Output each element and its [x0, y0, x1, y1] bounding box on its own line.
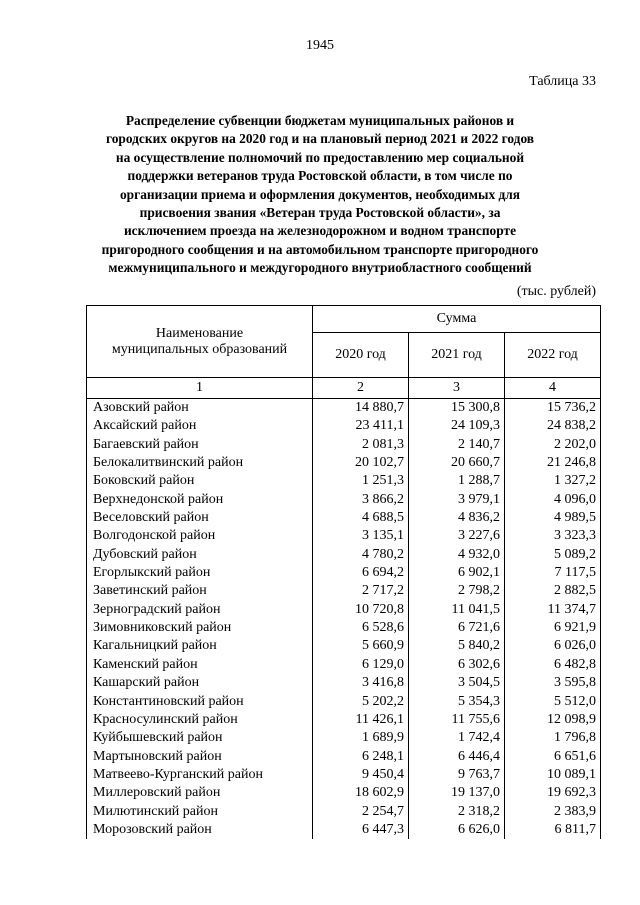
- municipality-name: Куйбышевский район: [87, 729, 313, 747]
- municipality-name: Егорлыкский район: [87, 564, 313, 582]
- table-row: [87, 693, 601, 711]
- municipality-name: Боковский район: [87, 472, 313, 490]
- municipality-name: Каменский район: [87, 656, 313, 674]
- amount-cell: 5 660,9: [313, 637, 409, 655]
- column-number: 3: [409, 378, 505, 399]
- table-row: [87, 674, 601, 692]
- table-row: [87, 582, 601, 600]
- amount-cell: 2 383,9: [505, 803, 601, 821]
- municipality-name: Морозовский район: [87, 821, 313, 839]
- header-year: 2022 год: [505, 333, 601, 378]
- amount-cell: 6 528,6: [313, 619, 409, 637]
- table-row: [87, 656, 601, 674]
- table-body: [87, 399, 601, 840]
- amount-cell: 6 811,7: [505, 821, 601, 839]
- amount-cell: 6 129,0: [313, 656, 409, 674]
- table-row: [87, 399, 601, 418]
- municipality-name: Багаевский район: [87, 436, 313, 454]
- amount-cell: 19 692,3: [505, 784, 601, 802]
- municipality-name: Милютинский район: [87, 803, 313, 821]
- municipality-name: Дубовский район: [87, 546, 313, 564]
- amount-cell: 6 921,9: [505, 619, 601, 637]
- amount-cell: 1 796,8: [505, 729, 601, 747]
- amount-cell: 6 026,0: [505, 637, 601, 655]
- amount-cell: 9 450,4: [313, 766, 409, 784]
- title-line: городских округов на 2020 год и на плановый период 2021 и 2022 годов: [105, 131, 535, 147]
- amount-cell: 2 318,2: [409, 803, 505, 821]
- header-year: 2020 год: [313, 333, 409, 378]
- amount-cell: 3 866,2: [313, 491, 409, 509]
- municipality-name: Веселовский район: [87, 509, 313, 527]
- amount-cell: 5 512,0: [505, 693, 601, 711]
- title-line: межмуниципального и междугородного внутриобластного сообщений: [108, 260, 532, 276]
- amount-cell: 6 447,3: [313, 821, 409, 839]
- amount-cell: 14 880,7: [313, 399, 409, 418]
- table-row: [87, 509, 601, 527]
- municipality-name: Верхнедонской район: [87, 491, 313, 509]
- amount-cell: 6 651,6: [505, 748, 601, 766]
- title-line: организации приема и оформления документов, необходимых для: [119, 186, 521, 202]
- amount-cell: 4 836,2: [409, 509, 505, 527]
- amount-cell: 10 720,8: [313, 601, 409, 619]
- amount-cell: 6 248,1: [313, 748, 409, 766]
- title-line: Распределение субвенции бюджетам муниципальных районов и: [125, 113, 515, 128]
- amount-cell: 4 096,0: [505, 491, 601, 509]
- amount-cell: 15 300,8: [409, 399, 505, 418]
- table-row: [87, 619, 601, 637]
- title-line: исключением проезда на железнодорожном и водном транспорте: [123, 223, 517, 239]
- amount-cell: 20 660,7: [409, 454, 505, 472]
- table-row: [87, 436, 601, 454]
- table-row: [87, 784, 601, 802]
- amount-cell: 4 932,0: [409, 546, 505, 564]
- amount-cell: 1 251,3: [313, 472, 409, 490]
- title-line: на осуществление полномочий по предоставлению мер социальной: [115, 149, 525, 165]
- amount-cell: 5 202,2: [313, 693, 409, 711]
- amount-cell: 24 109,3: [409, 417, 505, 435]
- municipality-name: Зерноградский район: [87, 601, 313, 619]
- amount-cell: 4 780,2: [313, 546, 409, 564]
- amount-cell: 1 742,4: [409, 729, 505, 747]
- table-row: [87, 766, 601, 784]
- amount-cell: 6 482,8: [505, 656, 601, 674]
- municipality-name: Волгодонской район: [87, 527, 313, 545]
- table-row: [87, 803, 601, 821]
- page-number: 1945: [306, 38, 334, 53]
- municipality-name: Белокалитвинский район: [87, 454, 313, 472]
- amount-cell: 6 721,6: [409, 619, 505, 637]
- municipality-name: Азовский район: [87, 399, 313, 418]
- subvention-table: [86, 305, 601, 839]
- header-sum: Сумма: [313, 306, 601, 333]
- amount-cell: 11 755,6: [409, 711, 505, 729]
- municipality-name: Константиновский район: [87, 693, 313, 711]
- amount-cell: 6 302,6: [409, 656, 505, 674]
- municipality-name: Красносулинский район: [87, 711, 313, 729]
- amount-cell: 11 041,5: [409, 601, 505, 619]
- amount-cell: 21 246,8: [505, 454, 601, 472]
- municipality-name: Зимовниковский район: [87, 619, 313, 637]
- table-row: [87, 472, 601, 490]
- title-line: присвоения звания «Ветеран труда Ростовской области», за: [139, 205, 501, 221]
- amount-cell: 18 602,9: [313, 784, 409, 802]
- municipality-name: Кашарский район: [87, 674, 313, 692]
- amount-cell: 23 411,1: [313, 417, 409, 435]
- table-row: [87, 491, 601, 509]
- amount-cell: 3 979,1: [409, 491, 505, 509]
- amount-cell: 6 446,4: [409, 748, 505, 766]
- title-line: пригородного сообщения и на автомобильном транспорте пригородного: [101, 241, 539, 257]
- units-label: (тыс. рублей): [516, 284, 596, 299]
- municipality-name: Аксайский район: [87, 417, 313, 435]
- amount-cell: 20 102,7: [313, 454, 409, 472]
- amount-cell: 24 838,2: [505, 417, 601, 435]
- amount-cell: 9 763,7: [409, 766, 505, 784]
- amount-cell: 2 882,5: [505, 582, 601, 600]
- municipality-name: Миллеровский район: [87, 784, 313, 802]
- amount-cell: 3 595,8: [505, 674, 601, 692]
- table-row: [87, 601, 601, 619]
- header-year: 2021 год: [409, 333, 505, 378]
- column-number: 2: [313, 378, 409, 399]
- amount-cell: 2 202,0: [505, 436, 601, 454]
- document-title: [90, 112, 550, 278]
- amount-cell: 7 117,5: [505, 564, 601, 582]
- amount-cell: 5 089,2: [505, 546, 601, 564]
- amount-cell: 5 840,2: [409, 637, 505, 655]
- table-label: Таблица 33: [529, 74, 596, 89]
- amount-cell: 2 140,7: [409, 436, 505, 454]
- amount-cell: 12 098,9: [505, 711, 601, 729]
- header-name-line: Наименование: [155, 325, 244, 341]
- table-row: [87, 417, 601, 435]
- amount-cell: 1 288,7: [409, 472, 505, 490]
- table-row: [87, 637, 601, 655]
- amount-cell: 10 089,1: [505, 766, 601, 784]
- table-row: [87, 729, 601, 747]
- amount-cell: 3 416,8: [313, 674, 409, 692]
- amount-cell: 3 135,1: [313, 527, 409, 545]
- header-name: [87, 306, 313, 378]
- column-number: 4: [505, 378, 601, 399]
- amount-cell: 1 689,9: [313, 729, 409, 747]
- table-row: [87, 821, 601, 839]
- title-line: поддержки ветеранов труда Ростовской области, в том числе по: [127, 168, 513, 184]
- amount-cell: 2 254,7: [313, 803, 409, 821]
- table-row: [87, 748, 601, 766]
- amount-cell: 6 694,2: [313, 564, 409, 582]
- amount-cell: 11 426,1: [313, 711, 409, 729]
- amount-cell: 2 717,2: [313, 582, 409, 600]
- table-row: [87, 527, 601, 545]
- municipality-name: Мартыновский район: [87, 748, 313, 766]
- municipality-name: Кагальницкий район: [87, 637, 313, 655]
- amount-cell: 2 081,3: [313, 436, 409, 454]
- municipality-name: Заветинский район: [87, 582, 313, 600]
- amount-cell: 4 989,5: [505, 509, 601, 527]
- table-row: [87, 546, 601, 564]
- amount-cell: 6 626,0: [409, 821, 505, 839]
- amount-cell: 11 374,7: [505, 601, 601, 619]
- amount-cell: 19 137,0: [409, 784, 505, 802]
- amount-cell: 3 504,5: [409, 674, 505, 692]
- table-row: [87, 711, 601, 729]
- amount-cell: 15 736,2: [505, 399, 601, 418]
- amount-cell: 1 327,2: [505, 472, 601, 490]
- table-row: [87, 564, 601, 582]
- header-name-line: муниципальных образований: [111, 341, 288, 357]
- column-number: 1: [87, 378, 313, 399]
- amount-cell: 4 688,5: [313, 509, 409, 527]
- amount-cell: 3 227,6: [409, 527, 505, 545]
- amount-cell: 6 902,1: [409, 564, 505, 582]
- amount-cell: 5 354,3: [409, 693, 505, 711]
- amount-cell: 2 798,2: [409, 582, 505, 600]
- municipality-name: Матвеево-Курганский район: [87, 766, 313, 784]
- table-row: [87, 454, 601, 472]
- amount-cell: 3 323,3: [505, 527, 601, 545]
